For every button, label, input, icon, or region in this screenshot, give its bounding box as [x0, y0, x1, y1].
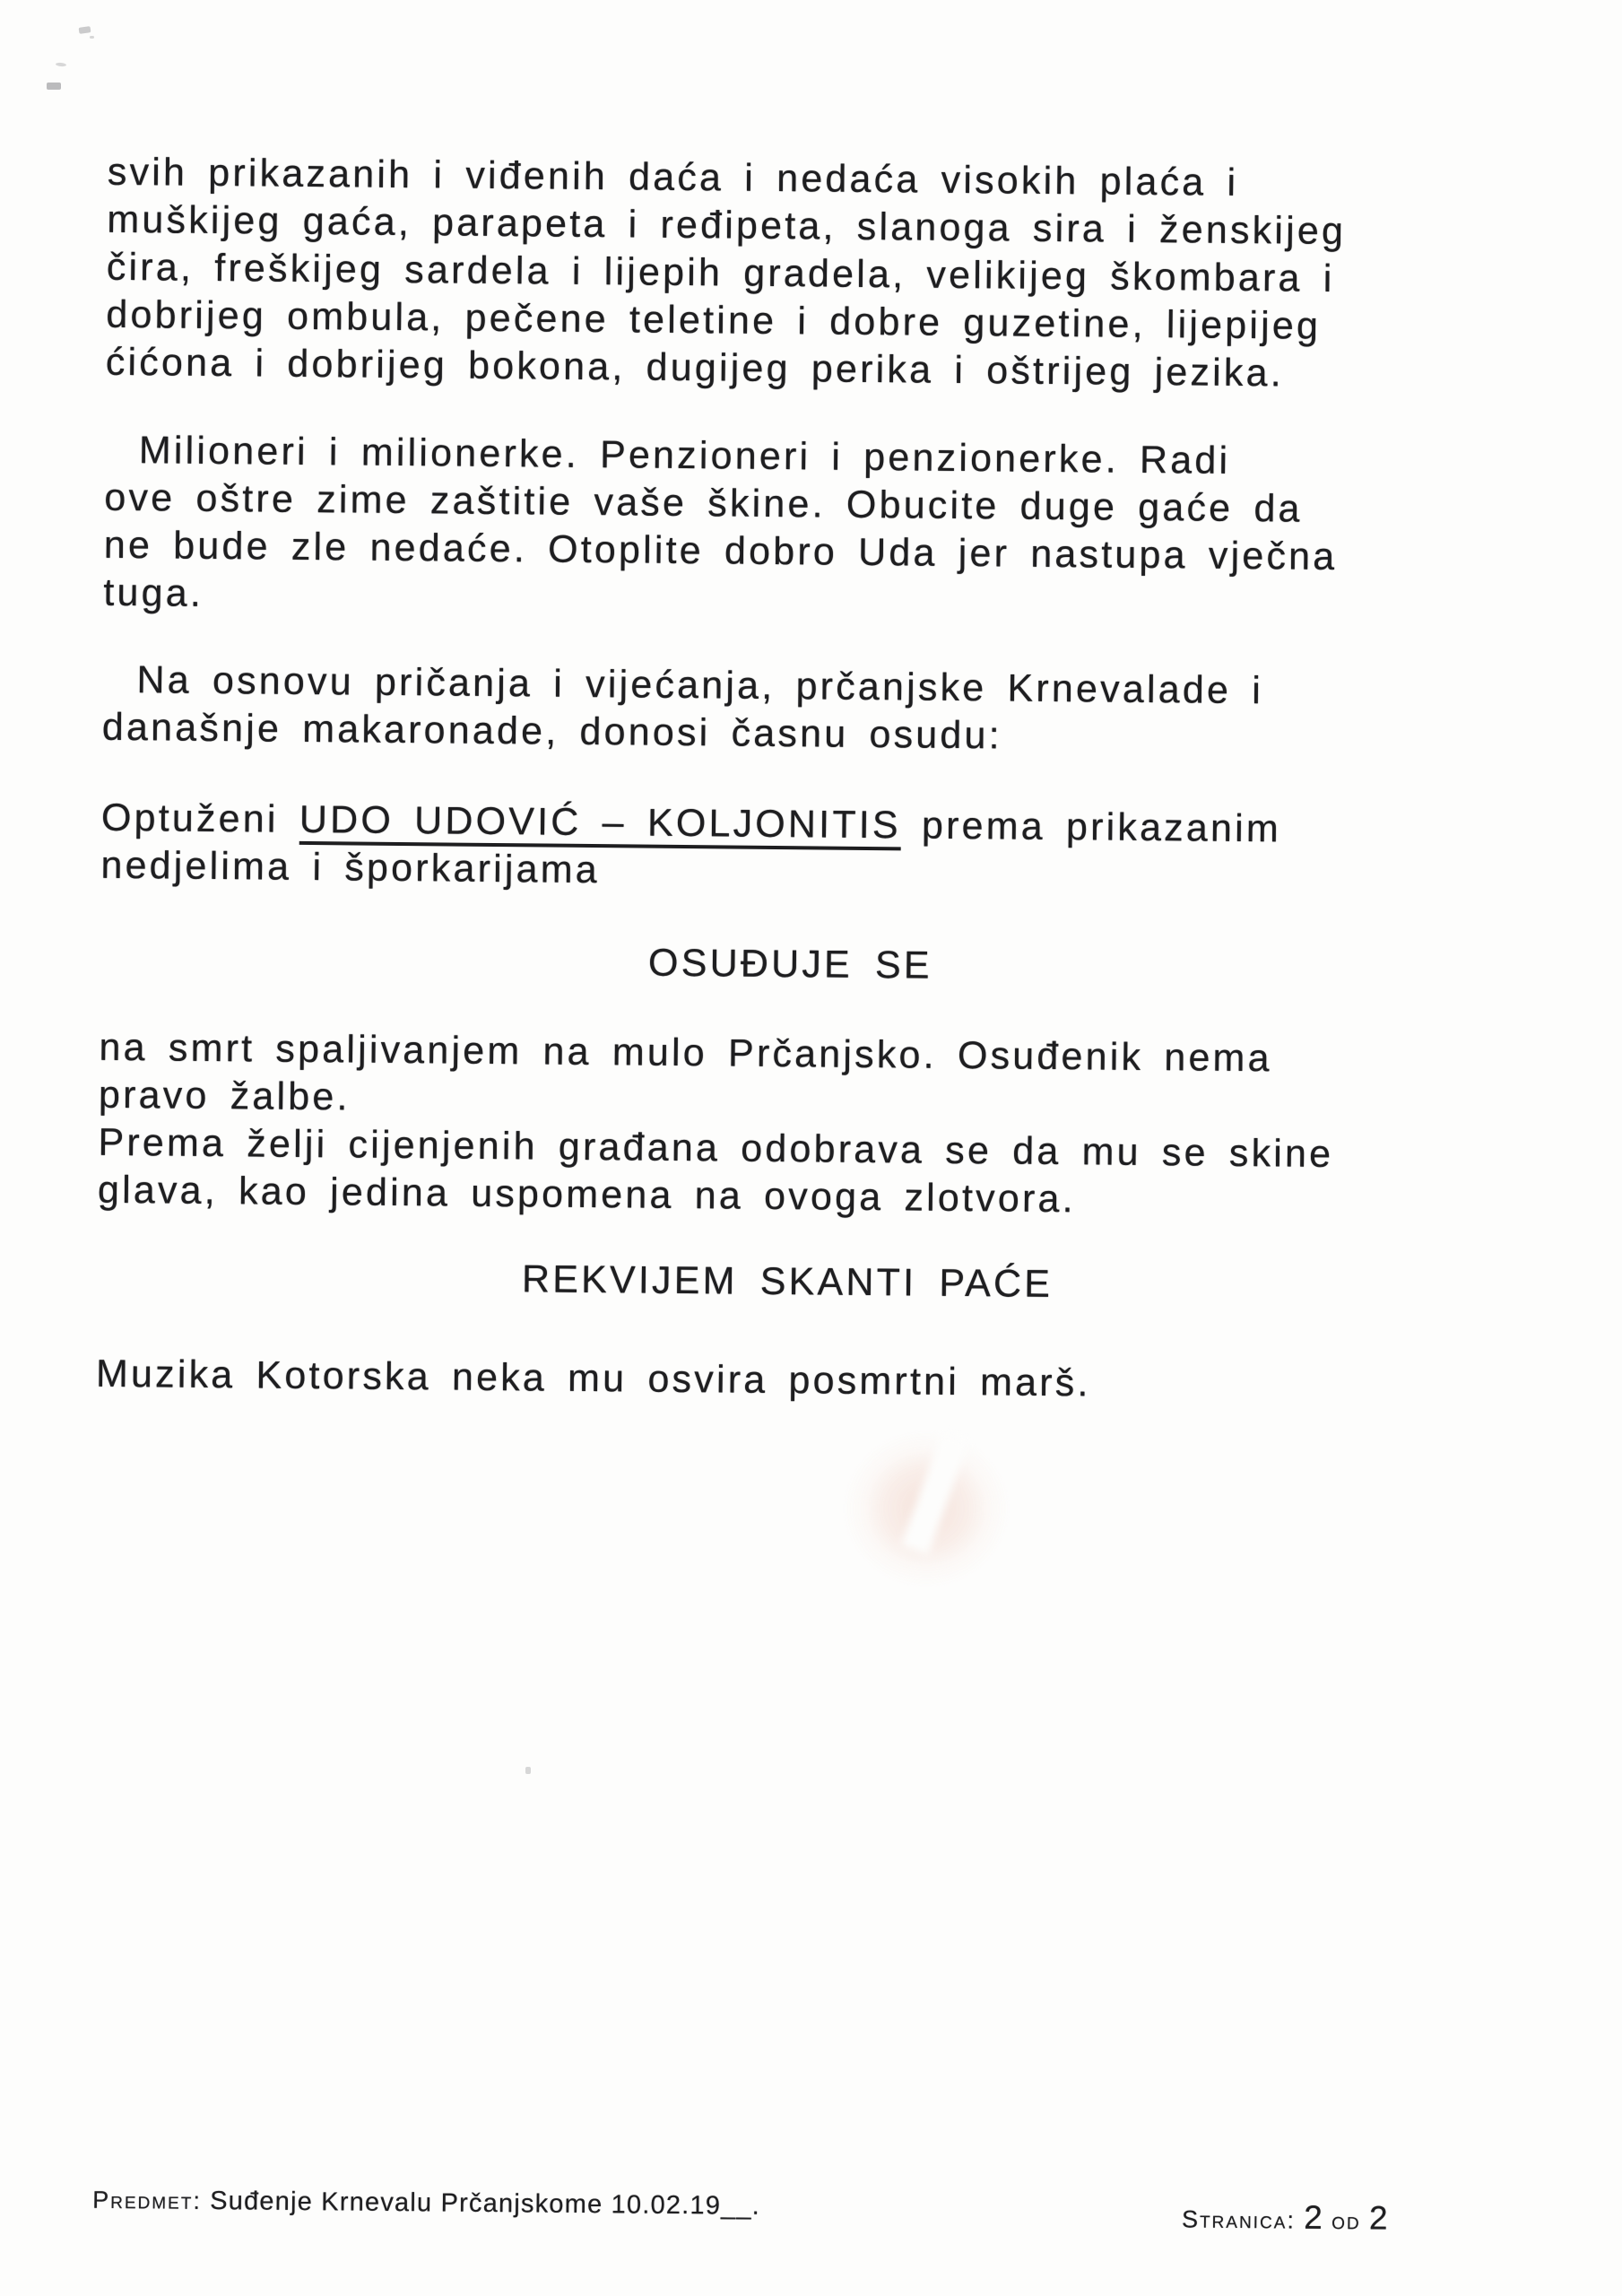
stamp-smudge: [843, 1430, 1010, 1587]
accusation-prefix: Optuženi: [100, 796, 300, 841]
scan-speck: [90, 36, 94, 39]
text-line: ćićona i dobrijeg bokona, dugijeg perika i oštrijeg jezika.: [105, 340, 1285, 396]
text-line: glava, kao jedina uspomena na ovoga zlotvora.: [97, 1168, 1076, 1222]
text-line: čira, freškijeg sardela i lijepih gradela, velikijeg škombara i: [106, 245, 1335, 300]
paragraph-continuation: [106, 149, 1524, 400]
text-line: Na osnovu pričanja i vijećanja, prčanjske Krnevalade i: [136, 658, 1264, 713]
text-line: Milioneri i milionerke. Penzioneri i penzionerke. Radi: [138, 429, 1231, 483]
text-line: ove oštre zime zaštitie vaše škine. Obucite duge gaće da: [104, 475, 1303, 531]
page-total: 2: [1368, 2199, 1390, 2237]
accused-name: UDO UDOVIĆ – KOLJONITIS: [299, 798, 901, 850]
text-line: dobrijeg ombula, pečene teletine i dobre guzetine, lijepijeg: [106, 292, 1322, 348]
text-line: muškijeg gaća, parapeta i ređipeta, slanoga sira i ženskijeg: [107, 197, 1347, 254]
text-line: nedjelima i šporkarijama: [100, 843, 601, 892]
od-label: od: [1331, 2207, 1361, 2235]
paragraph-accusation: [100, 795, 1518, 903]
text-line: tuga.: [103, 570, 204, 615]
predmet-value: Suđenje Krnevalu Prčanjskome 10.02.19__.: [210, 2187, 761, 2221]
paragraph-milioneri: [103, 427, 1522, 631]
scan-speck: [47, 83, 61, 90]
page-current: 2: [1304, 2198, 1324, 2236]
requiem-heading: REKVIJEM SKANTI PAĆE: [521, 1257, 1054, 1306]
text-line: svih prikazanih i viđenih daća i nedaća visokih plaća i: [107, 150, 1239, 204]
paragraph-na-osnovu: [102, 657, 1520, 765]
paragraph-sentence: [98, 1024, 1516, 1228]
footer-predmet: [92, 2185, 760, 2222]
predmet-label: Predmet:: [92, 2186, 203, 2214]
text-line: Prema želji cijenjenih građana odobrava se da mu se skine: [98, 1120, 1334, 1176]
accusation-after: prema prikazanim: [900, 804, 1282, 851]
text-line: pravo žalbe.: [98, 1073, 351, 1119]
text-line: Muzika Kotorska neka mu osvira posmrtni marš.: [95, 1352, 1091, 1405]
footer-stranica: [1181, 2198, 1390, 2237]
text-line: ne bude zle nedaće. Otoplite dobro Uda jer nastupa vječna: [103, 523, 1338, 578]
scan-speck: [525, 1767, 531, 1774]
verdict-heading: OSUĐUJE SE: [647, 941, 933, 987]
text-line: na smrt spaljivanjem na mulo Prčanjsko. Osuđenik nema: [99, 1025, 1272, 1081]
text-line: današnje makaronade, donosi časnu osudu:: [101, 705, 1003, 758]
paragraph-closing: [96, 1351, 1513, 1412]
stranica-label: Stranica:: [1181, 2205, 1297, 2234]
